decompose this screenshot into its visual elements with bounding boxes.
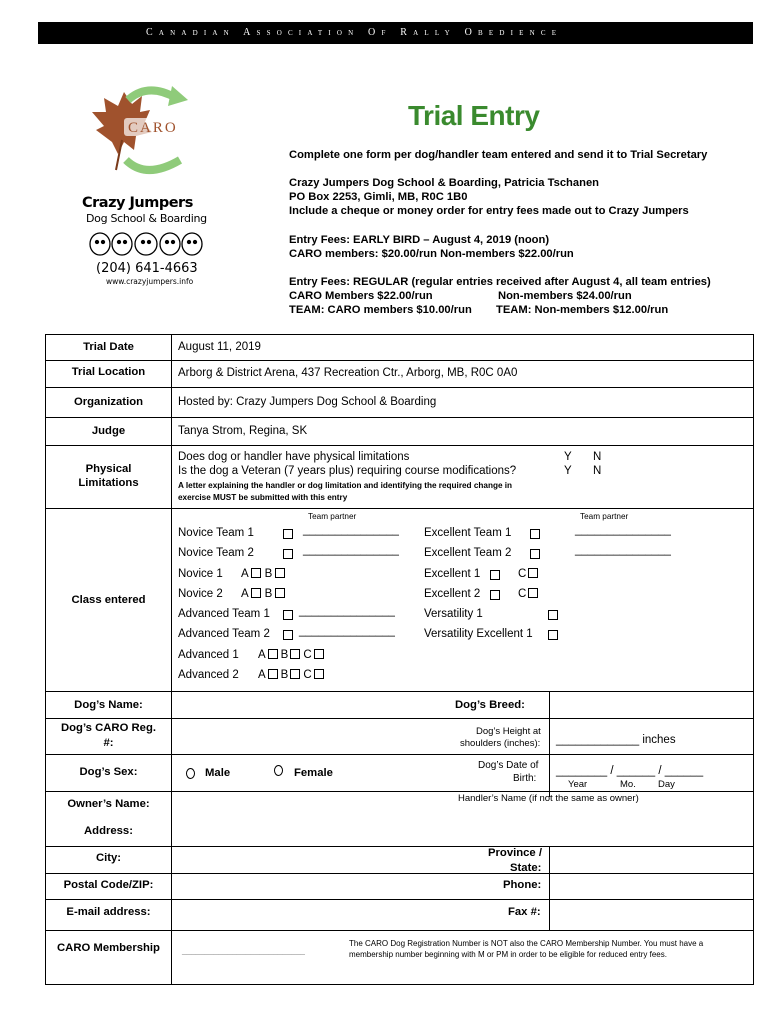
address-field[interactable] [175,820,750,844]
physical-q1-no[interactable]: N [593,451,602,463]
excellent-2-b-checkbox[interactable] [490,590,500,600]
excellent-1-b-checkbox[interactable] [490,570,500,580]
advanced-team-2-checkbox[interactable] [283,630,293,640]
height-label-1: Dog’s Height at [476,726,541,737]
trial-date-value: August 11, 2019 [178,341,261,353]
excellent-team-2-partner[interactable]: _______________ [575,544,671,556]
novice-team-1-checkbox[interactable] [283,529,293,539]
dob-field[interactable]: ________ / ______ / ______ [556,765,704,777]
physical-note-2: exercise MUST be submitted with this entry [178,493,348,502]
dob-year-caption: Year [568,779,588,790]
class-excellent-team-2-label: Excellent Team 2 [424,547,512,559]
class-excellent-1[interactable] [424,568,480,580]
excellent-team-2-checkbox[interactable] [530,549,540,559]
class-versatility-excellent-1-label: Versatility Excellent 1 [424,628,533,640]
physical-q1: Does dog or handler have physical limitations [178,451,410,463]
phone-field[interactable] [552,876,750,898]
crazy-jumpers-logo [76,192,211,292]
class-excellent-2[interactable] [424,588,480,600]
cj-logo-website: www.crazyjumpers.info [106,277,194,286]
male-label: Male [205,767,231,779]
early-fees-1: Entry Fees: EARLY BIRD – August 4, 2019 (noon) [289,234,550,246]
phone-label: Phone: [503,879,542,891]
physical-q1-yes[interactable]: Y [564,451,572,463]
membership-note-1: The CARO Dog Registration Number is NOT also the CARO Membership Number. You must have a [349,939,704,948]
handler-name-note: Handler’s Name (if not the same as owner) [458,793,639,804]
province-field[interactable] [552,849,750,871]
city-label: City: [95,852,122,864]
cj-dogs-graphic [88,228,204,258]
advanced-1-b-label: B [280,649,289,661]
physical-label-2: Limitations [78,477,139,489]
caro-logo-text: CARO [128,120,178,136]
judge-value: Tanya Strom, Regina, SK [178,425,308,437]
class-advanced-team-2[interactable] [178,628,270,640]
fax-label: Fax #: [508,906,541,918]
male-radio[interactable] [186,768,195,779]
dog-sex-label: Dog’s Sex: [79,766,138,778]
novice-1-b-label: B [264,568,273,580]
table-mid-divider-1 [549,691,550,797]
class-versatility-excellent-1[interactable] [424,628,533,640]
dog-breed-field[interactable] [552,694,750,716]
trial-location-value: Arborg & District Arena, 437 Recreation Ctr., Arborg, MB, R0C 0A0 [178,367,518,379]
trial-location-label: Trial Location [71,366,146,378]
province-label-2: State: [510,862,542,874]
class-advanced-team-1[interactable] [178,608,270,620]
advanced-2-b-label: B [280,669,289,681]
versatility-1-checkbox[interactable] [548,610,558,620]
dog-name-label: Dog’s Name: [74,699,143,711]
physical-q2-yes[interactable]: Y [564,465,572,477]
regular-fees-3b: TEAM: Non-members $12.00/run [496,304,669,316]
novice-team-2-partner[interactable]: _______________ [303,544,399,556]
dog-breed-label: Dog’s Breed: [455,699,525,711]
advanced-1-options [258,649,324,661]
class-novice-1[interactable] [178,568,223,580]
height-label-2: shoulders (inches): [460,738,541,749]
dob-month-caption: Mo. [620,779,636,790]
secretary-address-1: Crazy Jumpers Dog School & Boarding, Patricia Tschanen [289,177,600,189]
caro-logo-graphic [88,80,198,180]
instruction-text: Complete one form per dog/handler team entered and send it to Trial Secretary [289,149,708,161]
advanced-2-options [258,669,324,681]
dog-name-field[interactable] [175,694,445,716]
physical-label-1: Physical [85,463,132,475]
physical-q2-no[interactable]: N [593,465,602,477]
novice-2-b-label: B [264,588,273,600]
class-advanced-2[interactable] [178,669,239,681]
caro-membership-label: CARO Membership [57,942,160,954]
dob-day-caption: Day [658,779,675,790]
class-versatility-1-label: Versatility 1 [424,608,483,620]
organization-value: Hosted by: Crazy Jumpers Dog School & Boarding [178,396,437,408]
cj-logo-title: Crazy Jumpers [82,195,193,211]
physical-q2: Is the dog a Veteran (7 years plus) requiring course modifications? [178,465,517,477]
header-banner [38,22,753,44]
postal-code-field[interactable] [175,876,475,898]
class-advanced-2-label: Advanced 2 [178,669,239,681]
advanced-1-a-label: A [258,649,266,661]
advanced-2-b-checkbox[interactable] [290,669,300,679]
regular-fees-2b: Non-members $24.00/run [498,290,632,302]
class-novice-team-2[interactable] [178,547,254,559]
physical-note-1: A letter explaining the handler or dog limitation and identifying the required change in [178,481,513,490]
novice-2-a-label: A [241,588,249,600]
excellent-1-c-checkbox[interactable] [528,568,538,578]
class-novice-team-1-label: Novice Team 1 [178,527,254,539]
cj-logo-phone: (204) 641-4663 [96,261,198,276]
postal-code-label: Postal Code/ZIP: [63,879,154,891]
class-advanced-team-2-label: Advanced Team 2 [178,628,270,640]
female-label: Female [294,767,333,779]
regular-fees-2a: CARO Members $22.00/run [289,290,433,302]
email-label: E-mail address: [66,906,151,918]
class-novice-2[interactable] [178,588,223,600]
excellent-team-1-checkbox[interactable] [530,529,540,539]
regular-fees-3a: TEAM: CARO members $10.00/run [289,304,472,316]
advanced-2-c-label: C [303,669,312,681]
table-col-divider [171,334,172,984]
advanced-2-c-checkbox[interactable] [314,669,324,679]
province-label-1: Province / [488,847,542,859]
excellent-team-1-partner[interactable]: _______________ [575,524,671,536]
dob-label-1: Dog’s Date of [478,760,539,771]
caro-membership-field[interactable]: ___________________________ [182,946,305,955]
excellent-2-c-checkbox[interactable] [528,588,538,598]
female-radio[interactable] [274,765,283,776]
novice-2-b-checkbox[interactable] [275,588,285,598]
email-field[interactable] [175,902,475,928]
team-partner-header-right: Team partner [580,512,629,521]
caro-reg-label-2: #: [103,737,114,749]
novice-2-a-checkbox[interactable] [251,588,261,598]
novice-1-a-label: A [241,568,249,580]
advanced-2-a-checkbox[interactable] [268,669,278,679]
class-novice-2-label: Novice 2 [178,588,223,600]
excellent-1-c-option [518,568,538,580]
early-fees-2: CARO members: $20.00/run Non-members $22.00/run [289,248,574,260]
dog-height-field[interactable]: _____________ inches [556,734,676,746]
excellent-1-c-label: C [518,568,527,580]
class-excellent-team-1[interactable] [424,527,511,539]
advanced-team-2-partner[interactable]: _______________ [299,625,395,637]
table-border-right [753,334,754,984]
secretary-address-2: PO Box 2253, Gimli, MB, R0C 1B0 [289,191,468,203]
advanced-2-a-label: A [258,669,266,681]
versatility-excellent-1-checkbox[interactable] [548,630,558,640]
city-field[interactable] [175,849,475,871]
excellent-2-c-label: C [518,588,527,600]
advanced-team-1-partner[interactable]: _______________ [299,605,395,617]
cj-logo-subtitle: Dog School & Boarding [86,212,207,225]
class-entered-label: Class entered [71,594,146,606]
dob-label-2: Birth: [513,773,537,784]
class-excellent-team-2[interactable] [424,547,511,559]
advanced-team-1-checkbox[interactable] [283,610,293,620]
regular-fees-1: Entry Fees: REGULAR (regular entries received after August 4, all team entries) [289,276,711,288]
trial-date-label: Trial Date [83,341,134,353]
table-mid-divider-2 [549,846,550,930]
advanced-1-a-checkbox[interactable] [268,649,278,659]
fax-field[interactable] [552,902,750,928]
class-advanced-1[interactable] [178,649,239,661]
novice-1-a-checkbox[interactable] [251,568,261,578]
novice-2-options [241,588,285,600]
novice-team-1-partner[interactable]: _______________ [303,524,399,536]
class-excellent-2-label: Excellent 2 [424,588,481,600]
banner-text: Canadian Association Of Rally Obedience [146,27,563,38]
owner-name-field[interactable] [175,794,445,818]
secretary-address-3: Include a cheque or money order for entry fees made out to Crazy Jumpers [289,205,689,217]
class-advanced-team-1-label: Advanced Team 1 [178,608,270,620]
address-label: Address: [84,825,133,837]
class-novice-team-2-label: Novice Team 2 [178,547,254,559]
judge-label: Judge [91,425,126,437]
class-novice-team-1[interactable] [178,527,254,539]
class-novice-1-label: Novice 1 [178,568,223,580]
caro-logo [88,80,198,180]
advanced-1-b-checkbox[interactable] [290,649,300,659]
class-excellent-team-1-label: Excellent Team 1 [424,527,512,539]
advanced-1-c-label: C [303,649,312,661]
caro-reg-field[interactable] [175,721,445,751]
owner-name-label: Owner’s Name: [67,798,150,810]
novice-team-2-checkbox[interactable] [283,549,293,559]
organization-label: Organization [73,396,144,408]
page-title: Trial Entry [408,100,540,131]
class-advanced-1-label: Advanced 1 [178,649,239,661]
class-versatility-1[interactable] [424,608,483,620]
class-excellent-1-label: Excellent 1 [424,568,481,580]
novice-1-options [241,568,285,580]
advanced-1-c-checkbox[interactable] [314,649,324,659]
novice-1-b-checkbox[interactable] [275,568,285,578]
excellent-2-c-option [518,588,538,600]
team-partner-header-left: Team partner [308,512,357,521]
membership-note-2: membership number beginning with M or PM in order to be eligible for reduced entry fees. [349,950,667,959]
caro-reg-label-1: Dog’s CARO Reg. [61,722,156,734]
